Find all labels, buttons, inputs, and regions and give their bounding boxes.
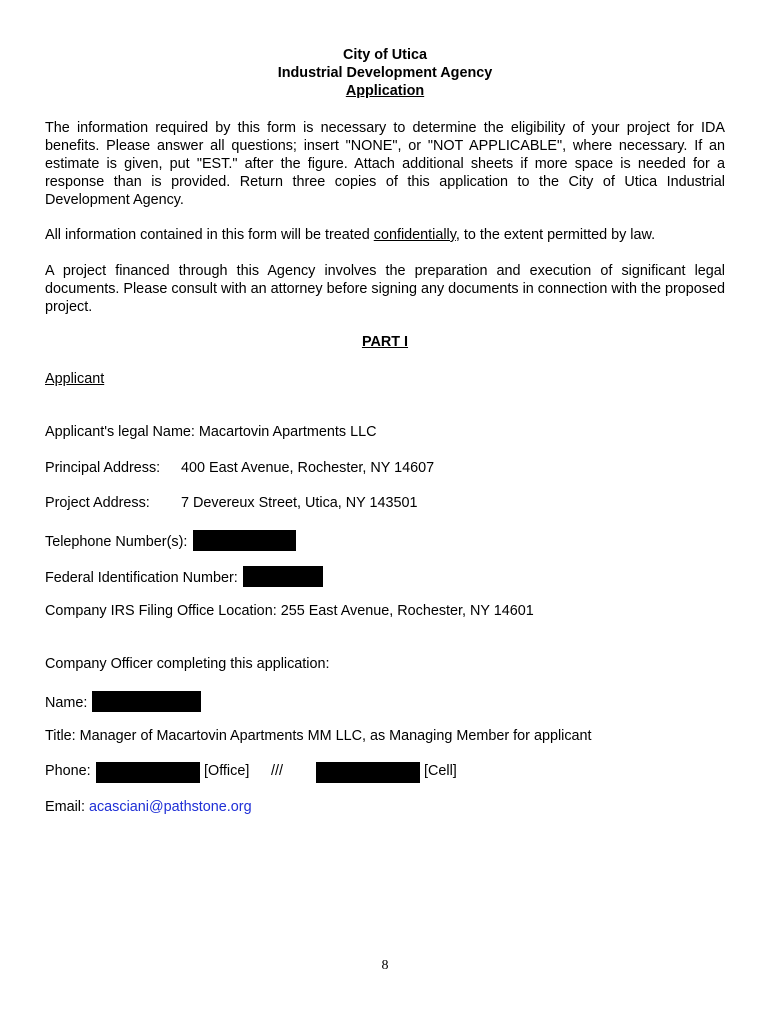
confidentiality-text-before: All information contained in this form will be treated xyxy=(45,227,374,243)
principal-address-label: Principal Address: xyxy=(45,460,161,476)
project-address-value: 7 Devereux Street, Utica, NY 143501 xyxy=(181,495,418,511)
principal-address-row xyxy=(45,459,645,477)
officer-title: Title: Manager of Macartovin Apartments MM LLC, as Managing Member for applicant xyxy=(45,728,592,744)
legal-notice-paragraph: A project financed through this Agency involves the preparation and execution of significant legal documents. Please consult with an attorney before signing any documents in connection with the proposed project. xyxy=(45,263,725,315)
principal-address-value: 400 East Avenue, Rochester, NY 14607 xyxy=(181,460,435,476)
header-city: City of Utica xyxy=(343,47,427,63)
project-address-label: Project Address: xyxy=(45,495,150,511)
cell-tag: [Cell] xyxy=(424,763,457,779)
project-address-row xyxy=(45,494,645,512)
irs-office-location: Company IRS Filing Office Location: 255 East Avenue, Rochester, NY 14601 xyxy=(45,603,534,619)
officer-phone-label: Phone: xyxy=(45,763,91,779)
officer-phone-row xyxy=(45,762,545,782)
intro-paragraph: The information required by this form is necessary to determine the eligibility of your project for IDA benefits. Please answer all questions; insert "NONE", or "NOT APPLICABLE", where necessary. If an estimate is given, put "EST." after the figure. Attach additional sheets if more space is needed for a response than is provided. Return three copies of this application to the City of Utica Industrial Development Agency. xyxy=(45,120,725,208)
header-application: Application xyxy=(345,83,425,99)
page-number: 8 xyxy=(381,958,389,973)
telephone-redaction xyxy=(193,530,296,551)
section-applicant-heading: Applicant xyxy=(45,371,105,387)
federal-id-label: Federal Identification Number: xyxy=(45,570,238,586)
confidentiality-text-after: , to the extent permitted by law. xyxy=(455,227,656,243)
phone-separator: /// xyxy=(271,763,283,779)
part-title: PART I xyxy=(361,334,409,350)
officer-email-row xyxy=(45,798,252,816)
officer-email-link[interactable]: acasciani@pathstone.org xyxy=(88,799,252,815)
officer-email-label: Email: xyxy=(45,799,85,815)
federal-id-redaction xyxy=(243,566,323,587)
confidentiality-paragraph xyxy=(45,226,655,244)
officer-name-redaction xyxy=(92,691,201,712)
confidentially-emphasis: confidentially xyxy=(373,227,456,243)
header-agency: Industrial Development Agency xyxy=(277,65,493,81)
officer-name-row xyxy=(45,691,201,712)
federal-id-row xyxy=(45,566,323,587)
applicant-legal-name: Applicant's legal Name: Macartovin Apartments LLC xyxy=(45,424,377,440)
officer-heading: Company Officer completing this application: xyxy=(45,656,330,672)
office-tag: [Office] xyxy=(204,763,250,779)
telephone-row xyxy=(45,530,296,551)
office-phone-redaction xyxy=(96,762,200,783)
officer-name-label: Name: xyxy=(45,695,88,711)
cell-phone-redaction xyxy=(316,762,420,783)
telephone-label: Telephone Number(s): xyxy=(45,534,188,550)
